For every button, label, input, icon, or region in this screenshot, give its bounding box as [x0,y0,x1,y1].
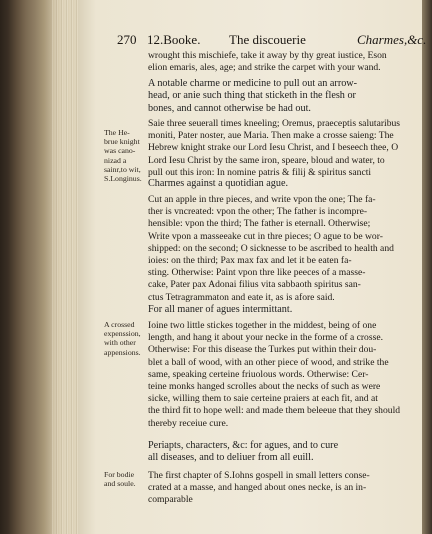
book-number: 12.Booke. [147,32,201,47]
section-heading-periapts [148,440,412,465]
body-line: moniti, Pater noster, aue Maria. Then make a crosse saieng: The [148,130,394,142]
heading-line: For all maner of agues intermittant. [148,304,293,315]
section-body-periapts [148,470,412,507]
body-line: The first chapter of S.Iohns gospell in small letters conse- [148,470,370,481]
margin-note-longinus: The He- brue knight was cano- nizad a sainr,to wit, S.Longinus. [104,128,142,184]
page-number: 270 [117,32,137,47]
body-line: Ioine two little stickes together in the middest, being of one [148,320,377,331]
running-header [117,32,427,50]
heading-line: head, or anie such thing that sticketh in the flesh or [148,90,356,102]
heading-line: Periapts, characters, &c: for agues, and to cure [148,440,339,451]
body-line: length, and hang it about your necke in the forme of a crosse. [148,332,383,344]
body-line: sicke, willing them to saie certeine praiers at each fit, and at [148,393,378,405]
body-line: Cut an apple in thre pieces, and write vpon the one; The fa- [148,194,376,205]
body-line: Otherwise: For this disease the Turkes put within their dou- [148,344,377,356]
body-line: Saie three seuerall times kneeling; Oremus, praeceptis salutaribus [148,118,401,129]
intro-line: elion emaris, ales, age; and strike the carpet with your wand. [148,62,381,74]
margin-note-crossed: A crossed expenssion, with other appensions. [104,320,141,357]
body-line: shipped: on the second; O sicknesse to be ascribed to health and [148,242,394,254]
heading-line: A notable charme or medicine to pull out an arrow- [148,78,358,89]
section-heading-quotidian [148,178,412,190]
body-line: ioies: on the third; Pax max fax and let it be eaten fa- [148,255,352,267]
body-line: thereby receiue cure. [148,417,229,429]
section-body-arrowhead [148,118,412,179]
margin-note-body-soule: For bodie and soule. [104,470,136,489]
body-line: pull out this iron: In nomine patris & filij & spiritus sancti [148,166,372,178]
section-heading-arrowhead [148,78,412,115]
right-book-edge [422,0,432,534]
running-head: Charmes,&c. [357,32,427,47]
intro-text [148,50,412,74]
body-line: same, speaking certeine friuolous words. Otherwise: Cer- [148,368,369,380]
heading-line: all diseases, and to deliuer from all euill. [148,452,314,464]
heading-line: Charmes against a quotidian ague. [148,178,289,189]
heading-line: bones, and cannot otherwise be had out. [148,102,311,114]
body-line: crated at a masse, and hanged about ones necke, is an in- [148,482,367,494]
body-line: ther is vncreated: vpon the other; The father is incompre- [148,206,368,218]
intro-line: wrought this mischiefe, take it away by thy great iustice, Eson [148,50,387,61]
body-line: the third fit to hope well: and made them beleeue that they should [148,405,401,417]
section-heading-agues [148,304,412,316]
body-line: comparable [148,494,193,506]
section-body-quotidian [148,194,412,304]
body-line: sting. Otherwise: Paint vpon thre like peeces of a masse- [148,267,366,279]
body-line: hensible: vpon the third; The father is eternall. Otherwise; [148,218,371,230]
body-line: Lord Iesu Christ by the same iron, speare, bloud and water, to [148,154,385,166]
body-line: Hebrew knight strake our Lord Iesu Christ, and I beseech thee, O [148,142,399,154]
body-line: Write vpon a masseeake cut in thre pieces; O ague to be wor- [148,230,383,242]
body-line: cake, Pater pax Adonai filius vita sabbaoth spiritus san- [148,279,361,291]
section-body-agues [148,320,412,430]
book-title: The discouerie [229,32,306,47]
body-line: blet a ball of wood, with an other piece of wood, and strike the [148,356,389,368]
body-line: ctus Tetragrammaton and eate it, as is afore said. [148,291,335,303]
body-line: teine monks hanged scrolles about the necks of such as were [148,381,381,393]
